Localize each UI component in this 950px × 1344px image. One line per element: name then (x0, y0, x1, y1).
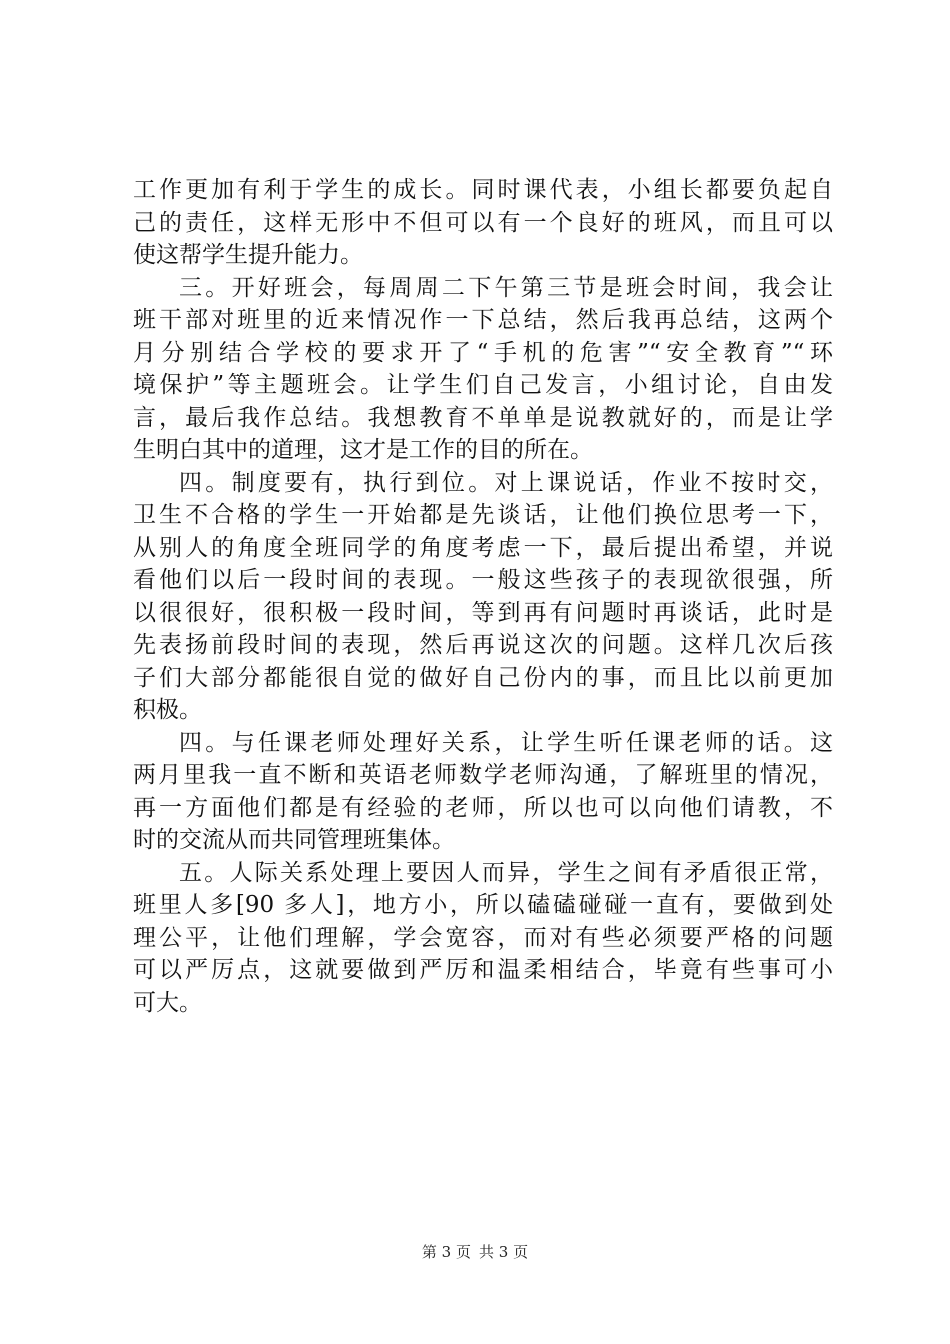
text-line: 月分别结合学校的要求开了“手机的危害”“安全教育”“环 (133, 339, 833, 366)
text-line: 从别人的角度全班同学的角度考虑一下，最后提出希望，并说 (133, 534, 833, 561)
text-line: 五。人际关系处理上要因人而异，学生之间有矛盾很正常， (179, 859, 833, 886)
text-line: 生明白其中的道理，这才是工作的目的所在。 (133, 437, 593, 463)
text-line: 四。与任课老师处理好关系，让学生听任课老师的话。这 (179, 729, 833, 756)
text-line: 再一方面他们都是有经验的老师，所以也可以向他们请教，不 (133, 794, 833, 821)
text-line: 看他们以后一段时间的表现。一般这些孩子的表现欲很强，所 (133, 567, 833, 593)
text-line: 可以严厉点，这就要做到严厉和温柔相结合，毕竟有些事可小 (133, 957, 833, 983)
text-line: 积极。 (133, 697, 202, 723)
text-line: 两月里我一直不断和英语老师数学老师沟通，了解班里的情况， (133, 762, 833, 788)
text-line: 卫生不合格的学生一开始都是先谈话，让他们换位思考一下， (133, 502, 833, 528)
text-line: 使这帮学生提升能力。 (133, 242, 363, 268)
text-line: 言，最后我作总结。我想教育不单单是说教就好的，而是让学 (133, 404, 833, 431)
text-line: 己的责任，这样无形中不但可以有一个良好的班风，而且可以 (133, 209, 833, 236)
text-line: 可大。 (133, 989, 202, 1016)
page-number-current: 第 3 页 (421, 1243, 471, 1261)
text-line: 工作更加有利于学生的成长。同时课代表，小组长都要负起自 (133, 177, 833, 203)
text-line: 四。制度要有，执行到位。对上课说话，作业不按时交， (179, 469, 833, 496)
text-line: 时的交流从而共同管理班集体。 (133, 827, 455, 853)
document-body (133, 174, 833, 1019)
page-number-total: 共 3 页 (479, 1243, 529, 1261)
text-line: 理公平，让他们理解，学会宽容，而对有些必须要严格的问题 (133, 924, 833, 951)
text-line: 境保护”等主题班会。让学生们自己发言，小组讨论，自由发 (133, 372, 833, 398)
text-line: 子们大部分都能很自觉的做好自己份内的事，而且比以前更加 (133, 664, 833, 691)
text-line: 三。开好班会，每周周二下午第三节是班会时间，我会让 (179, 274, 833, 301)
page-footer (0, 1242, 950, 1262)
text-line: 先表扬前段时间的表现，然后再说这次的问题。这样几次后孩 (133, 632, 833, 658)
text-line: 班干部对班里的近来情况作一下总结，然后我再总结，这两个 (133, 307, 833, 333)
text-line: 班里人多[90 多人]，地方小，所以磕磕碰碰一直有，要做到处 (133, 892, 833, 918)
text-line: 以很很好，很积极一段时间，等到再有问题时再谈话，此时是 (133, 599, 833, 626)
